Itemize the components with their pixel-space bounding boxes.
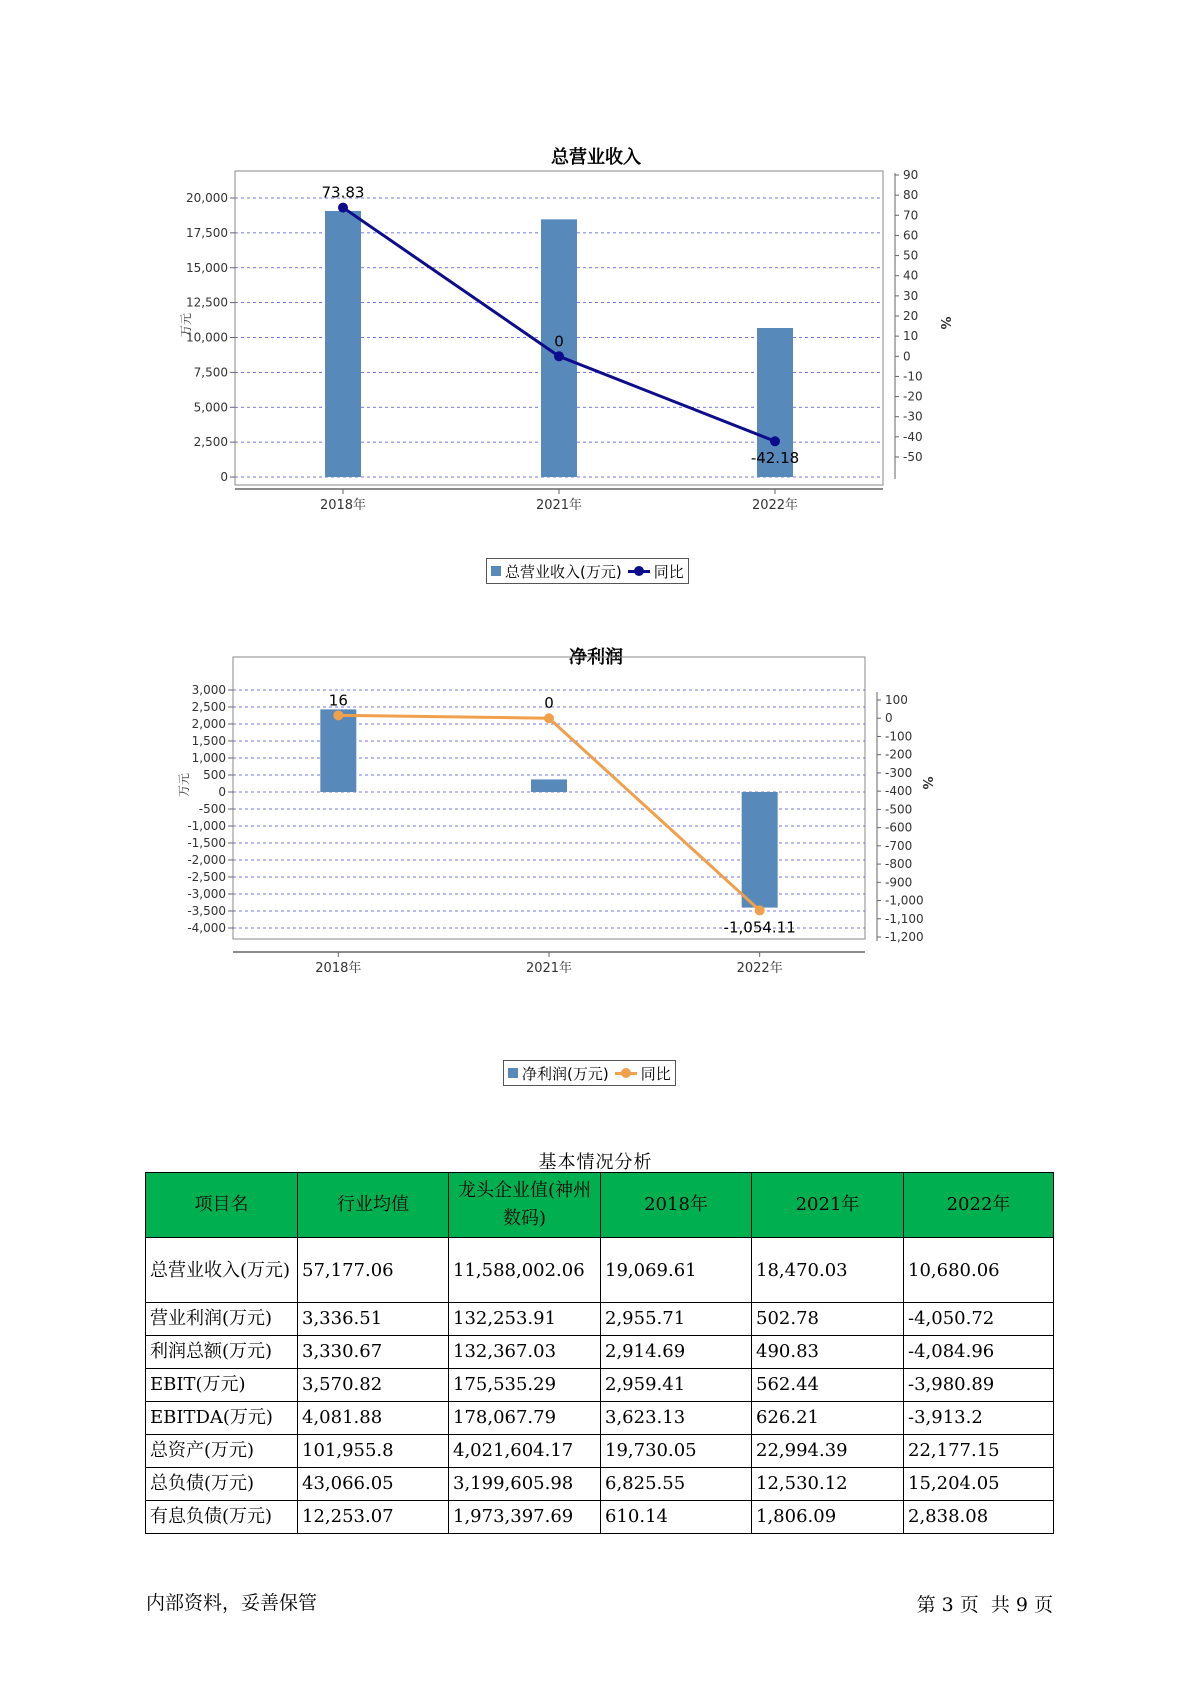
table-caption: 基本情况分析: [538, 1152, 653, 1173]
y2-tick-label: 0: [885, 711, 893, 726]
table-row: [146, 1303, 1054, 1336]
x-tick-label: 2021年: [535, 498, 583, 513]
y-tick-label: -2,500: [187, 870, 226, 884]
table-cell: 502.78: [752, 1303, 904, 1336]
table-cell: 4,081.88: [298, 1402, 449, 1435]
y-tick-label: 20,000: [186, 191, 228, 205]
y2-tick-label: -1,200: [885, 930, 924, 944]
column-header: 龙头企业值(神州数码): [449, 1173, 601, 1238]
table-row: [146, 1238, 1054, 1303]
table-cell: 1,806.09: [752, 1501, 904, 1534]
y-axis-label: 万元: [177, 772, 191, 798]
row-label: 利润总额(万元): [146, 1336, 298, 1369]
chart-title-net-profit: 净利润: [569, 647, 623, 668]
table-cell: 22,177.15: [904, 1435, 1054, 1468]
yoy-point: [333, 710, 343, 720]
bar-legend-swatch: [491, 566, 501, 576]
line-legend-swatch: [615, 1067, 637, 1079]
table-cell: 3,330.67: [298, 1336, 449, 1369]
row-label: 营业利润(万元): [146, 1303, 298, 1336]
table-cell: 3,623.13: [601, 1402, 752, 1435]
legend-bar-label: 净利润(万元): [522, 1064, 609, 1083]
table-cell: 19,730.05: [601, 1435, 752, 1468]
y2-tick-label: -1,000: [885, 893, 924, 908]
y-tick-label: -500: [198, 802, 226, 816]
y2-tick-label: -500: [885, 802, 913, 817]
y2-tick-label: 0: [903, 349, 911, 364]
column-header: 2021年: [752, 1173, 904, 1238]
data-label: -1,054.11: [723, 918, 796, 937]
column-header: 项目名: [146, 1173, 298, 1238]
y-axis-label: 万元: [179, 312, 193, 338]
y-tick-label: -2,000: [187, 853, 226, 867]
yoy-point: [554, 351, 564, 361]
y2-tick-label: -50: [903, 450, 923, 464]
table-cell: 10,680.06: [904, 1238, 1054, 1303]
y2-tick-label: -600: [885, 820, 913, 835]
y-tick-label: -1,000: [187, 819, 226, 833]
y-tick-label: 2,500: [191, 700, 226, 714]
x-tick-label: 2022年: [736, 961, 783, 976]
y-tick-label: 500: [203, 768, 226, 782]
table-row: [146, 1468, 1054, 1501]
yoy-point: [338, 203, 348, 213]
bar-2022年: [742, 792, 778, 908]
y2-tick-label: -800: [885, 857, 913, 872]
table-cell: 4,021,604.17: [449, 1435, 601, 1468]
yoy-point: [544, 713, 554, 723]
y-tick-label: 10,000: [186, 330, 228, 345]
table-cell: 101,955.8: [298, 1435, 449, 1468]
y2-axis-label: %: [919, 776, 934, 790]
yoy-point: [755, 905, 765, 915]
table-row: [146, 1402, 1054, 1435]
y-tick-label: 5,000: [193, 400, 228, 415]
footer-confidential-note: 内部资料，妥善保管: [146, 1592, 318, 1614]
row-label: 总营业收入(万元): [146, 1238, 298, 1303]
column-header: 2018年: [601, 1173, 752, 1238]
row-label: 有息负债(万元): [146, 1501, 298, 1534]
y-tick-label: 2,500: [193, 435, 228, 450]
legend-line-label: 同比: [653, 562, 684, 581]
y-tick-label: -4,000: [187, 921, 226, 935]
data-label: -42.18: [750, 449, 800, 468]
revenue-chart: [179, 168, 1030, 555]
y2-tick-label: 100: [885, 693, 908, 707]
legend-bar-label: 总营业收入(万元): [505, 562, 622, 581]
y-tick-label: 0: [220, 470, 228, 484]
net-profit-chart: [177, 675, 1030, 1055]
y-tick-label: -3,500: [187, 904, 226, 918]
table-cell: 12,253.07: [298, 1501, 449, 1534]
table-row: [146, 1369, 1054, 1402]
table-cell: 12,530.12: [752, 1468, 904, 1501]
table-row: [146, 1501, 1054, 1534]
row-label: 总负债(万元): [146, 1468, 298, 1501]
table-cell: 562.44: [752, 1369, 904, 1402]
y2-tick-label: -300: [885, 765, 913, 780]
table-cell: 490.83: [752, 1336, 904, 1369]
data-label: 73.83: [321, 183, 365, 202]
y2-tick-label: 50: [903, 248, 919, 263]
y2-tick-label: -40: [903, 429, 923, 444]
x-tick-label: 2018年: [319, 498, 367, 513]
table-cell: 1,973,397.69: [449, 1501, 601, 1534]
table-row: [146, 1435, 1054, 1468]
table-cell: 11,588,002.06: [449, 1238, 601, 1303]
y2-tick-label: -10: [903, 369, 923, 384]
y-tick-label: 1,500: [191, 734, 226, 748]
table-cell: -3,980.89: [904, 1369, 1054, 1402]
bar-legend-swatch: [508, 1068, 518, 1078]
y2-tick-label: 40: [903, 268, 919, 283]
x-tick-label: 2018年: [315, 961, 362, 976]
y2-tick-label: 80: [903, 188, 919, 203]
table-cell: 175,535.29: [449, 1369, 601, 1402]
data-label: 0: [554, 332, 564, 351]
table-cell: 3,199,605.98: [449, 1468, 601, 1501]
data-label: 16: [328, 691, 348, 710]
y2-tick-label: -100: [885, 729, 913, 744]
legend-line-label: 同比: [640, 1064, 671, 1083]
y2-tick-label: -200: [885, 747, 913, 762]
y-tick-label: -3,000: [187, 887, 226, 901]
table-cell: 15,204.05: [904, 1468, 1054, 1501]
y2-tick-label: -700: [885, 838, 913, 853]
table-cell: -3,913.2: [904, 1402, 1054, 1435]
y-tick-label: 15,000: [186, 260, 228, 275]
table-cell: 132,253.91: [449, 1303, 601, 1336]
y-tick-label: 7,500: [193, 365, 228, 380]
table-cell: 22,994.39: [752, 1435, 904, 1468]
table-cell: 19,069.61: [601, 1238, 752, 1303]
x-tick-label: 2022年: [751, 498, 799, 513]
y2-tick-label: -20: [903, 389, 923, 404]
y2-tick-label: -400: [885, 784, 913, 799]
y2-tick-label: 20: [903, 309, 919, 323]
y2-tick-label: 10: [903, 329, 919, 344]
line-legend-swatch: [628, 565, 650, 577]
revenue-legend: [486, 558, 689, 584]
y-tick-label: 1,000: [191, 751, 226, 765]
y2-axis-label: %: [937, 316, 952, 330]
y2-tick-label: -1,100: [885, 911, 924, 926]
table-cell: 2,955.71: [601, 1303, 752, 1336]
y2-tick-label: -30: [903, 409, 923, 424]
table-cell: 3,570.82: [298, 1369, 449, 1402]
row-label: 总资产(万元): [146, 1435, 298, 1468]
footer-page-number: 第 3 页 共 9 页: [916, 1594, 1053, 1616]
table-row: [146, 1336, 1054, 1369]
x-tick-label: 2021年: [525, 961, 573, 976]
bar-2021年: [531, 779, 567, 792]
bar-2018年: [320, 709, 356, 792]
y2-tick-label: 30: [903, 288, 919, 303]
column-header: 2022年: [904, 1173, 1054, 1238]
table-cell: 3,336.51: [298, 1303, 449, 1336]
table-cell: 18,470.03: [752, 1238, 904, 1303]
table-cell: -4,050.72: [904, 1303, 1054, 1336]
table-cell: 57,177.06: [298, 1238, 449, 1303]
table-cell: 178,067.79: [449, 1402, 601, 1435]
table-cell: 2,914.69: [601, 1336, 752, 1369]
y-tick-label: 2,000: [191, 717, 226, 731]
column-header: 行业均值: [298, 1173, 449, 1238]
table-cell: 2,959.41: [601, 1369, 752, 1402]
net-profit-legend: [503, 1060, 676, 1086]
table-cell: 6,825.55: [601, 1468, 752, 1501]
table-cell: 43,066.05: [298, 1468, 449, 1501]
table-cell: -4,084.96: [904, 1336, 1054, 1369]
basic-analysis-table: [145, 1172, 1054, 1534]
row-label: EBITDA(万元): [146, 1402, 298, 1435]
table-cell: 2,838.08: [904, 1501, 1054, 1534]
y2-tick-label: -900: [885, 875, 913, 890]
y-tick-label: 3,000: [191, 683, 226, 697]
y-tick-label: 12,500: [186, 295, 228, 310]
y-tick-label: 17,500: [186, 225, 228, 240]
table-cell: 626.21: [752, 1402, 904, 1435]
y2-tick-label: 70: [903, 208, 919, 223]
y2-tick-label: 90: [903, 168, 919, 182]
row-label: EBIT(万元): [146, 1369, 298, 1402]
table-header-row: [146, 1173, 1054, 1238]
y-tick-label: 0: [218, 785, 226, 799]
table-cell: 610.14: [601, 1501, 752, 1534]
table-cell: 132,367.03: [449, 1336, 601, 1369]
chart-title-revenue: 总营业收入: [551, 147, 641, 168]
yoy-line: [338, 715, 759, 910]
y-tick-label: -1,500: [187, 836, 226, 850]
bar-2018年: [325, 211, 361, 477]
yoy-point: [770, 436, 780, 446]
data-label: 0: [544, 694, 554, 713]
y2-tick-label: 60: [903, 228, 919, 243]
